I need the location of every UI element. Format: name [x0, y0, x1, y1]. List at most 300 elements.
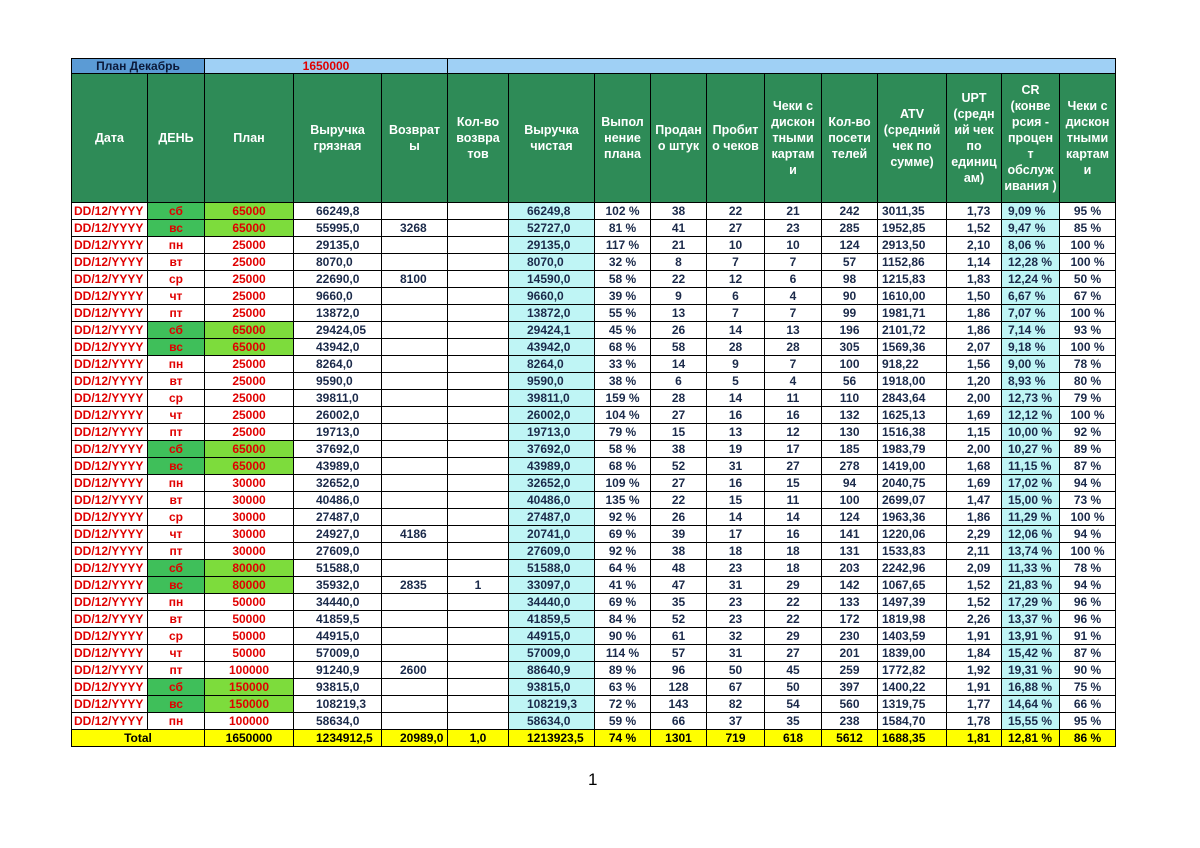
table-row — [72, 560, 1116, 577]
cell-discount-card-receipts: 17 — [765, 441, 822, 458]
cell-upt: 1,20 — [947, 373, 1002, 390]
cell-returns-count — [448, 492, 509, 509]
cell-discount-card-receipts: 27 — [765, 458, 822, 475]
cell-items-sold: 47 — [651, 577, 707, 594]
cell-discount-card-receipts: 29 — [765, 628, 822, 645]
header-returns-count: Кол-во возвра тов — [448, 74, 509, 203]
cell-plan-completion: 135 % — [595, 492, 651, 509]
cell-items-sold: 96 — [651, 662, 707, 679]
cell-returns-count — [448, 560, 509, 577]
cell-upt: 1,84 — [947, 645, 1002, 662]
cell-receipts: 23 — [707, 594, 765, 611]
cell-receipts: 5 — [707, 373, 765, 390]
cell-items-sold: 52 — [651, 611, 707, 628]
cell-discount-card-share: 95 % — [1060, 203, 1116, 220]
cell-discount-card-receipts: 13 — [765, 322, 822, 339]
cell-plan: 30000 — [205, 509, 294, 526]
table-row — [72, 322, 1116, 339]
cell-cr: 17,29 % — [1002, 594, 1060, 611]
cell-returns-count — [448, 305, 509, 322]
cell-day: сб — [148, 203, 205, 220]
cell-receipts: 16 — [707, 407, 765, 424]
cell-receipts: 7 — [707, 305, 765, 322]
cell-receipts: 6 — [707, 288, 765, 305]
cell-plan: 25000 — [205, 373, 294, 390]
cell-plan: 80000 — [205, 560, 294, 577]
cell-cr: 21,83 % — [1002, 577, 1060, 594]
cell-returns-count — [448, 288, 509, 305]
table-row — [72, 288, 1116, 305]
cell-plan: 25000 — [205, 424, 294, 441]
cell-upt: 1,86 — [947, 509, 1002, 526]
table-row — [72, 679, 1116, 696]
header-receipts: Пробит о чеков — [707, 74, 765, 203]
cell-net-revenue: 41859,5 — [509, 611, 595, 628]
cell-returns — [382, 390, 448, 407]
cell-gross-revenue: 93815,0 — [294, 679, 382, 696]
cell-items-sold: 28 — [651, 390, 707, 407]
cell-discount-card-receipts: 11 — [765, 390, 822, 407]
cell-plan-completion: 33 % — [595, 356, 651, 373]
cell-discount-card-share: 100 % — [1060, 339, 1116, 356]
cell-net-revenue: 40486,0 — [509, 492, 595, 509]
cell-visitors: 110 — [822, 390, 878, 407]
cell-atv: 1610,00 — [878, 288, 947, 305]
cell-date: DD/12/YYYY — [72, 543, 148, 560]
cell-discount-card-share: 89 % — [1060, 441, 1116, 458]
table-row — [72, 696, 1116, 713]
table-row — [72, 526, 1116, 543]
page-number: 1 — [588, 770, 598, 789]
cell-items-sold: 21 — [651, 237, 707, 254]
cell-items-sold: 52 — [651, 458, 707, 475]
cell-gross-revenue: 55995,0 — [294, 220, 382, 237]
cell-upt: 1,14 — [947, 254, 1002, 271]
cell-visitors: 130 — [822, 424, 878, 441]
cell-discount-card-receipts: 22 — [765, 594, 822, 611]
cell-discount-card-share: 79 % — [1060, 390, 1116, 407]
header-returns: Возврат ы — [382, 74, 448, 203]
cell-atv: 1772,82 — [878, 662, 947, 679]
cell-day: вс — [148, 577, 205, 594]
cell-returns-count — [448, 662, 509, 679]
cell-upt: 1,73 — [947, 203, 1002, 220]
cell-plan-completion: 92 % — [595, 509, 651, 526]
cell-plan-completion: 159 % — [595, 390, 651, 407]
cell-returns: 2835 — [382, 577, 448, 594]
cell-cr: 15,42 % — [1002, 645, 1060, 662]
cell-atv: 1067,65 — [878, 577, 947, 594]
table-row — [72, 594, 1116, 611]
cell-upt: 2,29 — [947, 526, 1002, 543]
cell-returns-count — [448, 237, 509, 254]
cell-plan: 65000 — [205, 441, 294, 458]
cell-plan-completion: 109 % — [595, 475, 651, 492]
cell-plan-completion: 58 % — [595, 271, 651, 288]
cell-upt: 2,11 — [947, 543, 1002, 560]
cell-gross-revenue: 57009,0 — [294, 645, 382, 662]
header-plan: План — [205, 74, 294, 203]
cell-plan-completion: 55 % — [595, 305, 651, 322]
cell-net-revenue: 33097,0 — [509, 577, 595, 594]
cell-returns-count — [448, 322, 509, 339]
cell-discount-card-share: 94 % — [1060, 526, 1116, 543]
cell-atv: 1569,36 — [878, 339, 947, 356]
cell-cr: 12,24 % — [1002, 271, 1060, 288]
cell-discount-card-share: 90 % — [1060, 662, 1116, 679]
cell-cr: 12,73 % — [1002, 390, 1060, 407]
cell-discount-card-share: 96 % — [1060, 594, 1116, 611]
cell-discount-card-share: 100 % — [1060, 237, 1116, 254]
cell-day: сб — [148, 441, 205, 458]
cell-returns — [382, 407, 448, 424]
cell-discount-card-receipts: 28 — [765, 339, 822, 356]
cell-items-sold: 27 — [651, 407, 707, 424]
cell-discount-card-share: 85 % — [1060, 220, 1116, 237]
cell-plan: 25000 — [205, 237, 294, 254]
cell-day: сб — [148, 679, 205, 696]
cell-returns-count — [448, 203, 509, 220]
cell-date: DD/12/YYYY — [72, 594, 148, 611]
cell-discount-card-share: 80 % — [1060, 373, 1116, 390]
cell-net-revenue: 13872,0 — [509, 305, 595, 322]
cell-gross-revenue: 27487,0 — [294, 509, 382, 526]
cell-returns-count — [448, 407, 509, 424]
cell-gross-revenue: 8264,0 — [294, 356, 382, 373]
cell-visitors: 124 — [822, 509, 878, 526]
cell-discount-card-receipts: 15 — [765, 475, 822, 492]
cell-discount-card-share: 94 % — [1060, 475, 1116, 492]
cell-upt: 1,52 — [947, 594, 1002, 611]
cell-items-sold: 27 — [651, 475, 707, 492]
table-row — [72, 424, 1116, 441]
cell-day: пт — [148, 543, 205, 560]
cell-plan: 50000 — [205, 628, 294, 645]
total-net-revenue: 1213923,5 — [509, 730, 595, 747]
cell-receipts: 13 — [707, 424, 765, 441]
cell-plan-completion: 69 % — [595, 594, 651, 611]
cell-net-revenue: 29424,1 — [509, 322, 595, 339]
cell-net-revenue: 66249,8 — [509, 203, 595, 220]
header-gross-revenue: Выручка грязная — [294, 74, 382, 203]
cell-plan-completion: 92 % — [595, 543, 651, 560]
cell-cr: 11,29 % — [1002, 509, 1060, 526]
cell-plan-completion: 39 % — [595, 288, 651, 305]
cell-items-sold: 15 — [651, 424, 707, 441]
cell-upt: 2,00 — [947, 390, 1002, 407]
cell-items-sold: 26 — [651, 509, 707, 526]
table-row — [72, 543, 1116, 560]
cell-gross-revenue: 32652,0 — [294, 475, 382, 492]
table-row — [72, 203, 1116, 220]
cell-discount-card-receipts: 45 — [765, 662, 822, 679]
table-row — [72, 713, 1116, 730]
cell-receipts: 67 — [707, 679, 765, 696]
cell-date: DD/12/YYYY — [72, 560, 148, 577]
total-row — [72, 730, 1116, 747]
cell-plan: 25000 — [205, 356, 294, 373]
sales-plan-table — [71, 58, 1116, 747]
cell-cr: 15,55 % — [1002, 713, 1060, 730]
cell-receipts: 9 — [707, 356, 765, 373]
cell-discount-card-share: 96 % — [1060, 611, 1116, 628]
cell-visitors: 196 — [822, 322, 878, 339]
cell-discount-card-receipts: 4 — [765, 373, 822, 390]
cell-gross-revenue: 40486,0 — [294, 492, 382, 509]
cell-plan-completion: 102 % — [595, 203, 651, 220]
cell-plan-completion: 64 % — [595, 560, 651, 577]
cell-gross-revenue: 9660,0 — [294, 288, 382, 305]
cell-upt: 2,00 — [947, 441, 1002, 458]
cell-plan-completion: 38 % — [595, 373, 651, 390]
cell-date: DD/12/YYYY — [72, 424, 148, 441]
cell-cr: 12,28 % — [1002, 254, 1060, 271]
cell-plan-completion: 72 % — [595, 696, 651, 713]
cell-gross-revenue: 34440,0 — [294, 594, 382, 611]
cell-items-sold: 13 — [651, 305, 707, 322]
cell-cr: 19,31 % — [1002, 662, 1060, 679]
cell-receipts: 23 — [707, 560, 765, 577]
cell-items-sold: 128 — [651, 679, 707, 696]
cell-gross-revenue: 37692,0 — [294, 441, 382, 458]
cell-receipts: 31 — [707, 577, 765, 594]
cell-discount-card-receipts: 16 — [765, 526, 822, 543]
cell-plan: 150000 — [205, 696, 294, 713]
cell-plan: 65000 — [205, 322, 294, 339]
cell-date: DD/12/YYYY — [72, 373, 148, 390]
cell-discount-card-share: 95 % — [1060, 713, 1116, 730]
cell-net-revenue: 20741,0 — [509, 526, 595, 543]
cell-atv: 1419,00 — [878, 458, 947, 475]
cell-gross-revenue: 43942,0 — [294, 339, 382, 356]
cell-discount-card-share: 100 % — [1060, 509, 1116, 526]
cell-gross-revenue: 8070,0 — [294, 254, 382, 271]
cell-net-revenue: 51588,0 — [509, 560, 595, 577]
cell-plan-completion: 68 % — [595, 458, 651, 475]
cell-receipts: 12 — [707, 271, 765, 288]
cell-receipts: 19 — [707, 441, 765, 458]
cell-plan: 30000 — [205, 526, 294, 543]
cell-atv: 1952,85 — [878, 220, 947, 237]
cell-plan: 65000 — [205, 203, 294, 220]
cell-atv: 918,22 — [878, 356, 947, 373]
cell-net-revenue: 14590,0 — [509, 271, 595, 288]
cell-upt: 1,15 — [947, 424, 1002, 441]
cell-date: DD/12/YYYY — [72, 475, 148, 492]
cell-visitors: 560 — [822, 696, 878, 713]
cell-returns — [382, 305, 448, 322]
total-discount-card-receipts: 618 — [765, 730, 822, 747]
cell-plan-completion: 117 % — [595, 237, 651, 254]
cell-visitors: 242 — [822, 203, 878, 220]
cell-items-sold: 58 — [651, 339, 707, 356]
cell-plan: 150000 — [205, 679, 294, 696]
cell-day: вт — [148, 254, 205, 271]
cell-plan-completion: 32 % — [595, 254, 651, 271]
table-row — [72, 492, 1116, 509]
cell-day: сб — [148, 322, 205, 339]
cell-gross-revenue: 26002,0 — [294, 407, 382, 424]
plan-row-fill — [448, 59, 1116, 74]
cell-discount-card-receipts: 4 — [765, 288, 822, 305]
cell-cr: 13,37 % — [1002, 611, 1060, 628]
cell-gross-revenue: 58634,0 — [294, 713, 382, 730]
cell-upt: 2,26 — [947, 611, 1002, 628]
plan-row — [72, 59, 1116, 74]
cell-gross-revenue: 24927,0 — [294, 526, 382, 543]
cell-discount-card-share: 92 % — [1060, 424, 1116, 441]
cell-atv: 1516,38 — [878, 424, 947, 441]
cell-plan-completion: 58 % — [595, 441, 651, 458]
cell-discount-card-receipts: 35 — [765, 713, 822, 730]
cell-atv: 1918,00 — [878, 373, 947, 390]
cell-returns — [382, 560, 448, 577]
cell-items-sold: 38 — [651, 441, 707, 458]
cell-gross-revenue: 29135,0 — [294, 237, 382, 254]
cell-atv: 1215,83 — [878, 271, 947, 288]
table-row — [72, 645, 1116, 662]
cell-returns-count — [448, 254, 509, 271]
cell-date: DD/12/YYYY — [72, 220, 148, 237]
table-row — [72, 407, 1116, 424]
cell-atv: 1839,00 — [878, 645, 947, 662]
cell-visitors: 238 — [822, 713, 878, 730]
cell-returns — [382, 509, 448, 526]
cell-upt: 1,56 — [947, 356, 1002, 373]
cell-returns-count — [448, 271, 509, 288]
cell-net-revenue: 39811,0 — [509, 390, 595, 407]
cell-date: DD/12/YYYY — [72, 662, 148, 679]
table-row — [72, 356, 1116, 373]
cell-receipts: 15 — [707, 492, 765, 509]
cell-upt: 1,69 — [947, 407, 1002, 424]
cell-atv: 1220,06 — [878, 526, 947, 543]
header-items-sold: Продан о штук — [651, 74, 707, 203]
cell-visitors: 124 — [822, 237, 878, 254]
cell-items-sold: 143 — [651, 696, 707, 713]
cell-discount-card-receipts: 50 — [765, 679, 822, 696]
cell-receipts: 50 — [707, 662, 765, 679]
cell-visitors: 100 — [822, 356, 878, 373]
cell-plan-completion: 81 % — [595, 220, 651, 237]
cell-net-revenue: 43989,0 — [509, 458, 595, 475]
cell-date: DD/12/YYYY — [72, 288, 148, 305]
cell-discount-card-receipts: 54 — [765, 696, 822, 713]
cell-upt: 1,83 — [947, 271, 1002, 288]
cell-visitors: 230 — [822, 628, 878, 645]
cell-net-revenue: 88640,9 — [509, 662, 595, 679]
cell-upt: 2,10 — [947, 237, 1002, 254]
cell-visitors: 285 — [822, 220, 878, 237]
cell-receipts: 22 — [707, 203, 765, 220]
cell-upt: 1,86 — [947, 305, 1002, 322]
cell-net-revenue: 29135,0 — [509, 237, 595, 254]
cell-returns — [382, 679, 448, 696]
cell-day: вс — [148, 458, 205, 475]
table-row — [72, 662, 1116, 679]
cell-atv: 2699,07 — [878, 492, 947, 509]
cell-date: DD/12/YYYY — [72, 339, 148, 356]
total-items-sold: 1301 — [651, 730, 707, 747]
cell-net-revenue: 58634,0 — [509, 713, 595, 730]
cell-returns-count — [448, 458, 509, 475]
cell-plan-completion: 59 % — [595, 713, 651, 730]
cell-returns-count — [448, 441, 509, 458]
cell-net-revenue: 34440,0 — [509, 594, 595, 611]
cell-day: пн — [148, 594, 205, 611]
cell-plan-completion: 114 % — [595, 645, 651, 662]
cell-net-revenue: 108219,3 — [509, 696, 595, 713]
cell-visitors: 203 — [822, 560, 878, 577]
cell-day: пн — [148, 475, 205, 492]
cell-receipts: 28 — [707, 339, 765, 356]
cell-gross-revenue: 27609,0 — [294, 543, 382, 560]
cell-cr: 9,18 % — [1002, 339, 1060, 356]
cell-discount-card-receipts: 11 — [765, 492, 822, 509]
total-cr: 12,81 % — [1002, 730, 1060, 747]
cell-discount-card-share: 78 % — [1060, 356, 1116, 373]
cell-returns — [382, 373, 448, 390]
cell-discount-card-receipts: 7 — [765, 305, 822, 322]
cell-cr: 9,47 % — [1002, 220, 1060, 237]
cell-cr: 8,93 % — [1002, 373, 1060, 390]
cell-returns: 4186 — [382, 526, 448, 543]
cell-atv: 2101,72 — [878, 322, 947, 339]
header-plan-completion: Выпол нение плана — [595, 74, 651, 203]
cell-net-revenue: 43942,0 — [509, 339, 595, 356]
cell-day: пт — [148, 424, 205, 441]
cell-returns: 8100 — [382, 271, 448, 288]
cell-returns — [382, 237, 448, 254]
cell-upt: 1,52 — [947, 577, 1002, 594]
plan-label: План Декабрь — [72, 59, 205, 74]
cell-atv: 2242,96 — [878, 560, 947, 577]
cell-returns — [382, 645, 448, 662]
cell-visitors: 133 — [822, 594, 878, 611]
total-visitors: 5612 — [822, 730, 878, 747]
cell-cr: 14,64 % — [1002, 696, 1060, 713]
cell-day: чт — [148, 288, 205, 305]
cell-plan: 50000 — [205, 611, 294, 628]
cell-discount-card-receipts: 10 — [765, 237, 822, 254]
cell-discount-card-receipts: 7 — [765, 356, 822, 373]
cell-upt: 1,77 — [947, 696, 1002, 713]
cell-plan: 50000 — [205, 594, 294, 611]
cell-day: ср — [148, 509, 205, 526]
cell-net-revenue: 8070,0 — [509, 254, 595, 271]
cell-plan: 65000 — [205, 458, 294, 475]
cell-day: ср — [148, 271, 205, 288]
cell-items-sold: 41 — [651, 220, 707, 237]
cell-plan-completion: 45 % — [595, 322, 651, 339]
cell-returns — [382, 628, 448, 645]
cell-date: DD/12/YYYY — [72, 390, 148, 407]
cell-discount-card-receipts: 29 — [765, 577, 822, 594]
cell-discount-card-share: 87 % — [1060, 458, 1116, 475]
cell-date: DD/12/YYYY — [72, 305, 148, 322]
cell-discount-card-receipts: 21 — [765, 203, 822, 220]
cell-plan: 25000 — [205, 271, 294, 288]
cell-returns — [382, 492, 448, 509]
cell-day: чт — [148, 526, 205, 543]
cell-cr: 12,06 % — [1002, 526, 1060, 543]
cell-receipts: 32 — [707, 628, 765, 645]
cell-returns — [382, 594, 448, 611]
cell-day: пт — [148, 305, 205, 322]
cell-items-sold: 22 — [651, 271, 707, 288]
cell-visitors: 100 — [822, 492, 878, 509]
cell-returns-count — [448, 475, 509, 492]
